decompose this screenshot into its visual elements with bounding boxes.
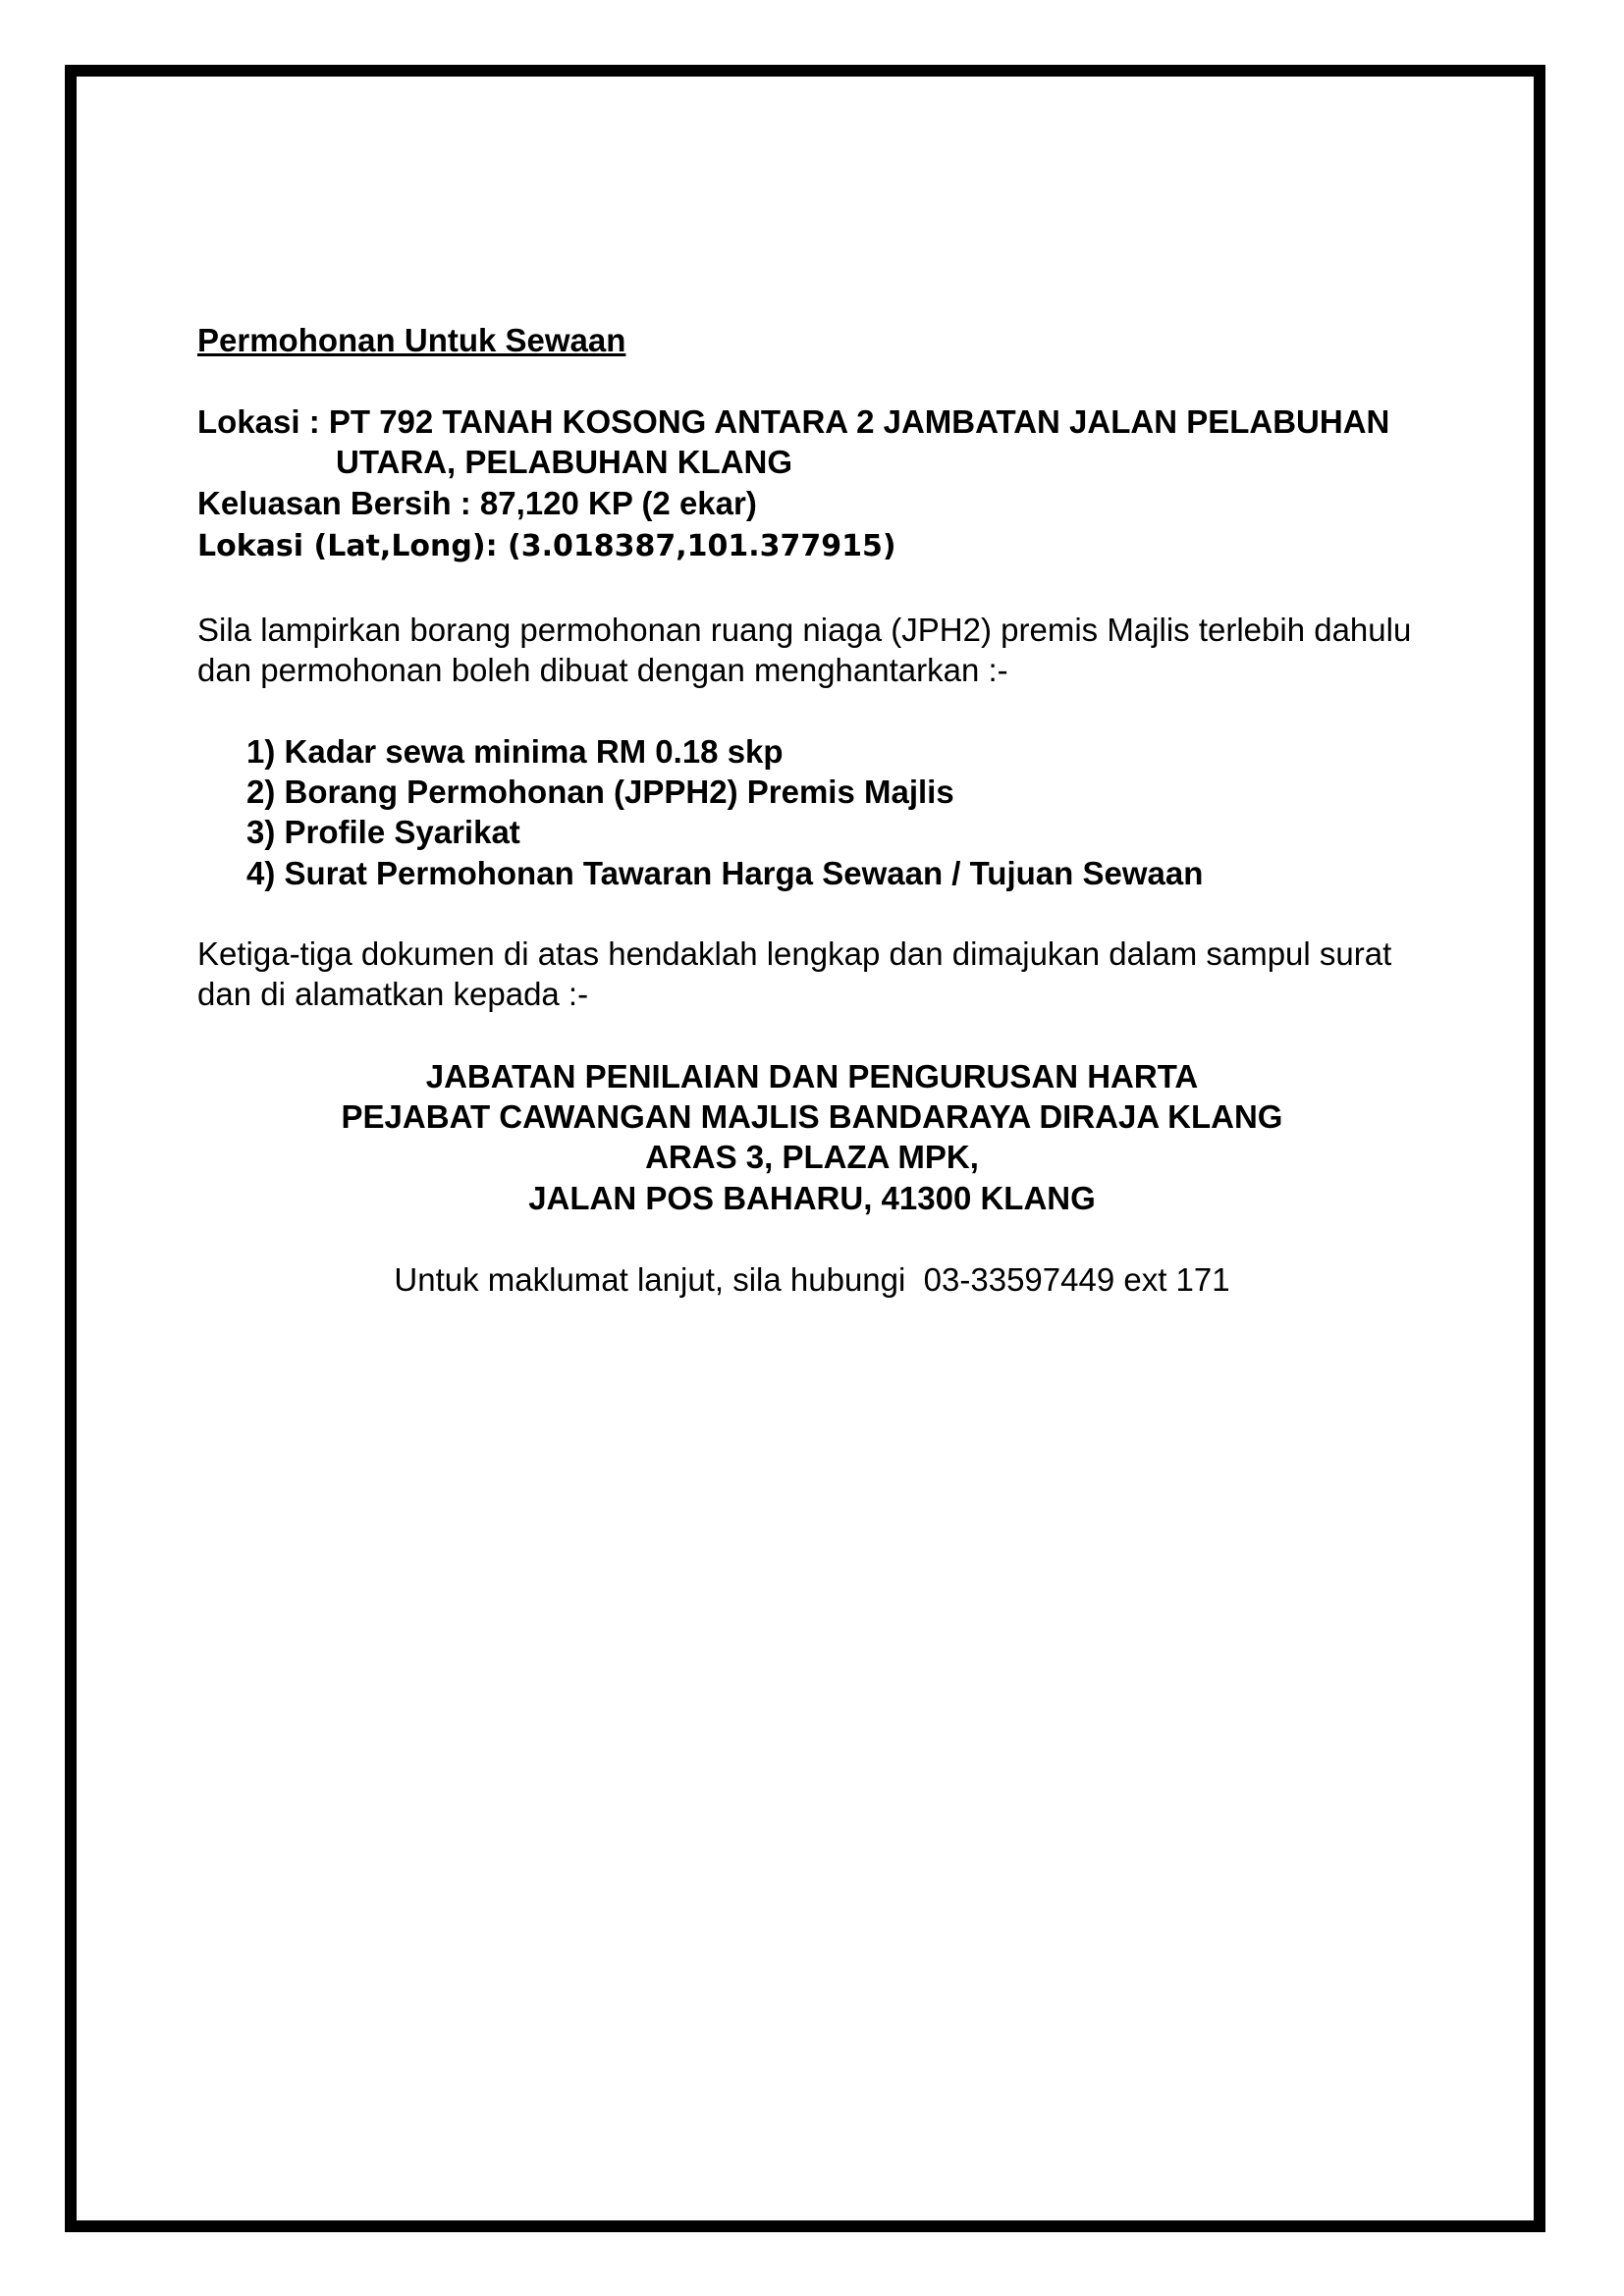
address-line: PEJABAT CAWANGAN MAJLIS BANDARAYA DIRAJA KLANG xyxy=(341,1098,1283,1135)
requirement-item: 1) Kadar sewa minima RM 0.18 skp xyxy=(246,733,784,770)
contact-info: Untuk maklumat lanjut, sila hubungi 03-33597449 ext 171 xyxy=(394,1261,1230,1298)
requirement-item: 2) Borang Permohonan (JPPH2) Premis Majlis xyxy=(246,774,954,810)
location-line-1: Lokasi : PT 792 TANAH KOSONG ANTARA 2 JAMBATAN JALAN PELABUHAN xyxy=(197,403,1390,440)
requirement-item: 3) Profile Syarikat xyxy=(246,814,520,850)
instruction-line-2: dan permohonan boleh dibuat dengan menghantarkan :- xyxy=(197,652,1008,688)
address-line: JABATAN PENILAIAN DAN PENGURUSAN HARTA xyxy=(425,1058,1199,1095)
requirement-item: 4) Surat Permohonan Tawaran Harga Sewaan / Tujuan Sewaan xyxy=(246,855,1204,891)
location-line-2: UTARA, PELABUHAN KLANG xyxy=(336,444,793,480)
document-heading: Permohonan Untuk Sewaan xyxy=(197,322,626,358)
closing-line-2: dan di alamatkan kepada :- xyxy=(197,976,589,1012)
closing-line-1: Ketiga-tiga dokumen di atas hendaklah lengkap dan dimajukan dalam sampul surat xyxy=(197,935,1392,972)
address-line: JALAN POS BAHARU, 41300 KLANG xyxy=(528,1180,1096,1216)
instruction-line-1: Sila lampirkan borang permohonan ruang niaga (JPH2) premis Majlis terlebih dahulu xyxy=(197,612,1412,648)
address-line: ARAS 3, PLAZA MPK, xyxy=(645,1139,979,1175)
lat-long: Lokasi (Lat,Long): (3.018387,101.377915) xyxy=(197,529,896,563)
net-area: Keluasan Bersih : 87,120 KP (2 ekar) xyxy=(197,485,757,521)
